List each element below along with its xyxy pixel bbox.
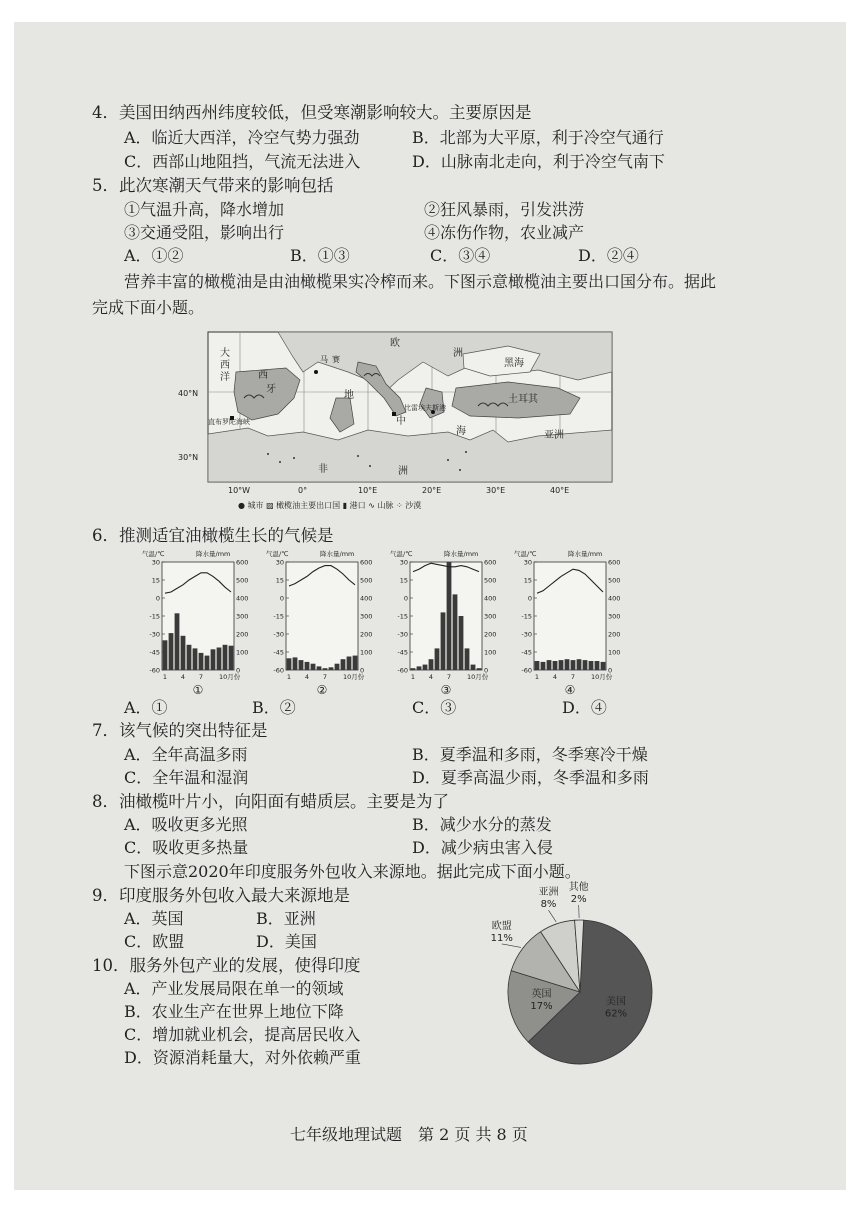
- precip-bar: [447, 562, 452, 670]
- precip-bar: [305, 662, 310, 670]
- q10-option-c: C．增加就业机会，提高居民收入: [124, 1025, 361, 1044]
- precip-bar: [577, 659, 582, 670]
- olive-intro-line1: 营养丰富的橄榄油是由油橄榄果实冷榨而来。下图示意橄榄油主要出口国分布。据此: [124, 272, 717, 291]
- q9-option-c: C．欧盟: [124, 932, 185, 951]
- month-tick: 1: [286, 673, 292, 681]
- precip-bar: [559, 660, 564, 670]
- pie-leader-line: [502, 944, 521, 948]
- precip-tick: 200: [608, 630, 621, 639]
- month-tick: 10月份: [467, 673, 489, 681]
- chart-number-label: ④: [564, 683, 576, 697]
- temp-tick: 0: [403, 594, 408, 603]
- q4-option-d: D．山脉南北走向，利于冷空气南下: [412, 152, 665, 171]
- precip-bar: [329, 667, 334, 670]
- precip-bar: [217, 648, 222, 671]
- q10-option-a: A．产业发展局限在单一的领域: [124, 979, 344, 998]
- precip-bar: [411, 668, 416, 670]
- precip-bar: [169, 633, 174, 670]
- map-lon-5: 40°E: [550, 486, 570, 495]
- pie-value-英国: 17%: [530, 1001, 553, 1013]
- temp-tick: -30: [521, 630, 532, 639]
- precip-bar: [477, 668, 482, 670]
- pie-value-其他: 2%: [570, 894, 587, 905]
- map-label-11: 地: [344, 390, 354, 401]
- map-label-6: 赛: [332, 355, 340, 364]
- precip-bar: [199, 653, 204, 670]
- pie-value-亚洲: 8%: [540, 899, 557, 911]
- map-label-0: 大: [220, 348, 230, 359]
- temp-tick: -60: [273, 666, 284, 675]
- precip-bar: [583, 660, 588, 670]
- precip-bar: [163, 640, 168, 670]
- page-footer: 七年级地理试题 第 2 页 共 8 页: [290, 1125, 528, 1144]
- map-label-4: 牙: [266, 384, 276, 395]
- temp-tick: -60: [149, 666, 160, 675]
- precip-bar: [353, 656, 358, 670]
- precip-tick: 400: [360, 594, 373, 603]
- map-legend: ● 城市 ▨ 橄榄油主要出口国 ▮ 港口 ∿ 山脉 ⁘ 沙漠: [238, 501, 422, 510]
- map-label-14: 比雷埃夫斯港: [404, 404, 446, 412]
- climate-chart-2: [266, 549, 372, 697]
- temp-tick: -45: [273, 648, 284, 657]
- climate-chart-4: [514, 549, 620, 697]
- temp-tick: -15: [273, 612, 284, 621]
- temp-axis-label: 气温/℃: [514, 550, 537, 558]
- precip-bar: [193, 648, 198, 670]
- temp-axis-label: 气温/℃: [266, 550, 289, 558]
- map-label-8: 洲: [453, 348, 463, 359]
- q8-option-d: D．减少病虫害入侵: [412, 838, 553, 857]
- temp-tick: -30: [397, 630, 408, 639]
- q5-option-d: D．②④: [578, 246, 639, 265]
- q9-option-d: D．美国: [256, 932, 317, 951]
- precip-tick: 600: [360, 558, 373, 567]
- precip-bar: [211, 649, 216, 670]
- month-tick: 10月份: [591, 673, 613, 681]
- precip-tick: 500: [360, 576, 373, 585]
- precip-bar: [453, 594, 458, 670]
- map-label-18: 30°N: [178, 453, 199, 462]
- temp-tick: -15: [149, 612, 160, 621]
- q5-item-3: ③交通受阻，影响出行: [124, 223, 285, 242]
- precip-tick: 600: [236, 558, 249, 567]
- precip-bar: [435, 648, 440, 670]
- temp-tick: -45: [149, 648, 160, 657]
- q10-option-d: D．资源消耗量大，对外依赖严重: [124, 1048, 361, 1067]
- precip-tick: 0: [360, 666, 365, 675]
- temp-tick: -45: [397, 648, 408, 657]
- pie-value-美国: 62%: [604, 1008, 628, 1020]
- temp-tick: -15: [521, 612, 532, 621]
- map-label-7: 欧: [390, 338, 400, 349]
- pie-leader-line: [549, 910, 557, 922]
- precip-tick: 300: [360, 612, 373, 621]
- precip-bar: [571, 660, 576, 670]
- q7-option-b: B．夏季温和多雨，冬季寒冷干燥: [412, 745, 648, 764]
- q7-option-c: C．全年温和湿润: [124, 768, 249, 787]
- precip-bar: [547, 660, 552, 670]
- q9-option-b: B．亚洲: [256, 909, 316, 928]
- precip-bar: [553, 661, 558, 670]
- q8-option-c: C．吸收更多热量: [124, 838, 249, 857]
- precip-axis-label: 降水量/mm: [196, 550, 231, 558]
- pie-value-欧盟: 11%: [490, 932, 513, 944]
- chart-number-label: ①: [192, 683, 204, 697]
- month-tick: 10月份: [343, 673, 365, 681]
- map-label-1: 西: [220, 360, 230, 371]
- map-label-2: 洋: [220, 372, 230, 383]
- q9-stem: 9．印度服务外包收入最大来源地是: [92, 886, 350, 905]
- temp-tick: 0: [279, 594, 284, 603]
- precip-tick: 500: [484, 576, 497, 585]
- q8-option-a: A．吸收更多光照: [124, 815, 248, 834]
- q10-stem: 10．服务外包产业的发展，使得印度: [92, 956, 361, 975]
- precip-bar: [595, 661, 600, 670]
- plot-frame: [534, 562, 606, 670]
- india-outsourcing-pie: [470, 880, 690, 1080]
- plot-frame: [410, 562, 482, 670]
- q10-option-b: B．农业生产在世界上地位下降: [124, 1002, 344, 1021]
- precip-tick: 200: [236, 630, 249, 639]
- precip-bar: [589, 661, 594, 670]
- temp-tick: 30: [523, 558, 532, 567]
- precip-axis-label: 降水量/mm: [320, 550, 355, 558]
- precip-bar: [311, 664, 316, 670]
- temp-axis-label: 气温/℃: [390, 550, 413, 558]
- month-tick: 7: [322, 673, 328, 681]
- precip-bar: [541, 662, 546, 670]
- precip-bar: [459, 616, 464, 670]
- precip-tick: 200: [360, 630, 373, 639]
- precip-bar: [293, 657, 298, 670]
- precip-tick: 300: [484, 612, 497, 621]
- precip-bar: [471, 665, 476, 670]
- map-label-13: 海: [456, 426, 466, 437]
- month-tick: 7: [198, 673, 204, 681]
- map-label-16: 直布罗陀海峡: [208, 418, 250, 426]
- precip-bar: [465, 648, 470, 670]
- temp-tick: -60: [397, 666, 408, 675]
- temp-axis-label: 气温/℃: [142, 550, 165, 558]
- precip-tick: 600: [608, 558, 621, 567]
- precip-tick: 400: [608, 594, 621, 603]
- precip-bar: [417, 666, 422, 670]
- temp-tick: -45: [521, 648, 532, 657]
- map-label-19: 非: [318, 464, 328, 475]
- precip-tick: 0: [608, 666, 613, 675]
- month-tick: 1: [410, 673, 416, 681]
- chart-number-label: ③: [440, 683, 452, 697]
- temp-tick: 15: [523, 576, 532, 585]
- q8-option-b: B．减少水分的蒸发: [412, 815, 552, 834]
- pie-label-欧盟: 欧盟: [491, 920, 512, 932]
- precip-tick: 300: [236, 612, 249, 621]
- precip-tick: 100: [608, 648, 621, 657]
- precip-bar: [601, 662, 606, 670]
- precip-bar: [317, 666, 322, 670]
- month-tick: 1: [162, 673, 168, 681]
- map-label-20: 洲: [398, 466, 408, 477]
- precip-axis-label: 降水量/mm: [568, 550, 603, 558]
- precip-bar: [223, 645, 228, 670]
- temp-tick: 30: [151, 558, 160, 567]
- map-label-15: 土耳其: [508, 394, 538, 405]
- olive-export-map: [178, 332, 612, 512]
- chart-number-label: ②: [316, 683, 328, 697]
- precip-tick: 100: [484, 648, 497, 657]
- precip-bar: [205, 656, 210, 670]
- q6-option-b: B．②: [252, 698, 296, 717]
- q5-item-4: ④冻伤作物，农业减产: [424, 223, 585, 242]
- pie-label-英国: 英国: [531, 989, 552, 1001]
- q7-stem: 7．该气候的突出特征是: [92, 721, 268, 740]
- precip-bar: [229, 646, 234, 670]
- precip-tick: 0: [484, 666, 489, 675]
- temp-tick: 0: [527, 594, 532, 603]
- map-label-5: 马: [320, 355, 328, 364]
- temp-tick: -30: [273, 630, 284, 639]
- map-lon-1: 0°: [298, 486, 308, 495]
- map-label-12: 中: [396, 416, 406, 427]
- q4-option-c: C．西部山地阻挡，气流无法进入: [124, 152, 361, 171]
- q5-option-b: B．①③: [290, 246, 350, 265]
- precip-bar: [341, 659, 346, 670]
- climate-chart-1: [142, 549, 248, 697]
- india-intro: 下图示意2020年印度服务外包收入来源地。据此完成下面小题。: [124, 862, 581, 881]
- temp-tick: 15: [399, 576, 408, 585]
- precip-bar: [565, 659, 570, 670]
- pie-label-亚洲: 亚洲: [538, 887, 559, 899]
- q7-option-a: A．全年高温多雨: [124, 745, 248, 764]
- q4-option-a: A．临近大西洋，冷空气势力强劲: [124, 128, 360, 147]
- q5-option-c: C．③④: [430, 246, 491, 265]
- q6-option-c: C．③: [412, 698, 457, 717]
- map-label-3: 西: [258, 370, 268, 381]
- precip-bar: [287, 658, 292, 670]
- q6-stem: 6．推测适宜油橄榄生长的气候是: [92, 526, 334, 545]
- precip-bar: [299, 660, 304, 670]
- q5-stem: 5．此次寒潮天气带来的影响包括: [92, 176, 334, 195]
- precip-bar: [175, 613, 180, 670]
- q6-option-a: A．①: [124, 698, 168, 717]
- olive-intro-line2: 完成下面小题。: [92, 298, 205, 317]
- climate-charts: [140, 548, 640, 698]
- precip-bar: [347, 657, 352, 671]
- q8-stem: 8．油橄榄叶片小，向阳面有蜡质层。主要是为了: [92, 792, 449, 811]
- q4-stem: 4．美国田纳西州纬度较低，但受寒潮影响较大。主要原因是: [92, 103, 532, 122]
- precip-tick: 200: [484, 630, 497, 639]
- precip-tick: 0: [236, 666, 241, 675]
- map-label-10: 40°N: [178, 389, 199, 398]
- temp-tick: -15: [397, 612, 408, 621]
- temp-tick: 0: [155, 594, 160, 603]
- month-tick: 4: [180, 673, 186, 681]
- precip-tick: 100: [360, 648, 373, 657]
- month-tick: 4: [552, 673, 558, 681]
- precip-tick: 400: [484, 594, 497, 603]
- precip-bar: [429, 659, 434, 670]
- map-lon-0: 10°W: [228, 486, 251, 495]
- pie-label-美国: 美国: [606, 996, 626, 1008]
- temp-tick: -60: [521, 666, 532, 675]
- precip-tick: 400: [236, 594, 249, 603]
- q9-option-a: A．英国: [124, 909, 184, 928]
- map-lon-4: 30°E: [486, 486, 506, 495]
- precip-tick: 600: [484, 558, 497, 567]
- q5-item-1: ①气温升高，降水增加: [124, 200, 285, 219]
- precip-bar: [181, 636, 186, 670]
- q4-option-b: B．北部为大平原，利于冷空气通行: [412, 128, 664, 147]
- month-tick: 7: [570, 673, 576, 681]
- precip-bar: [187, 645, 192, 670]
- month-tick: 1: [534, 673, 540, 681]
- climate-chart-3: [390, 549, 496, 697]
- precip-tick: 300: [608, 612, 621, 621]
- temp-tick: -30: [149, 630, 160, 639]
- q5-item-2: ②狂风暴雨，引发洪涝: [424, 200, 585, 219]
- q5-option-a: A．①②: [124, 246, 184, 265]
- precip-bar: [323, 668, 328, 670]
- month-tick: 4: [304, 673, 310, 681]
- precip-bar: [441, 612, 446, 670]
- map-lon-2: 10°E: [358, 486, 378, 495]
- temp-tick: 15: [275, 576, 284, 585]
- pie-label-其他: 其他: [568, 882, 589, 893]
- precip-tick: 500: [236, 576, 249, 585]
- map-label-9: 黑海: [504, 358, 524, 369]
- precip-axis-label: 降水量/mm: [444, 550, 479, 558]
- precip-bar: [535, 661, 540, 670]
- month-tick: 7: [446, 673, 452, 681]
- precip-bar: [335, 664, 340, 670]
- temp-tick: 30: [275, 558, 284, 567]
- month-tick: 4: [428, 673, 434, 681]
- precip-tick: 100: [236, 648, 249, 657]
- map-lon-3: 20°E: [422, 486, 442, 495]
- q6-option-d: D．④: [562, 698, 607, 717]
- temp-tick: 30: [399, 558, 408, 567]
- temp-tick: 15: [151, 576, 160, 585]
- month-tick: 10月份: [219, 673, 241, 681]
- q7-option-d: D．夏季高温少雨，冬季温和多雨: [412, 768, 649, 787]
- precip-bar: [423, 665, 428, 670]
- map-label-17: 亚洲: [544, 430, 564, 441]
- precip-tick: 500: [608, 576, 621, 585]
